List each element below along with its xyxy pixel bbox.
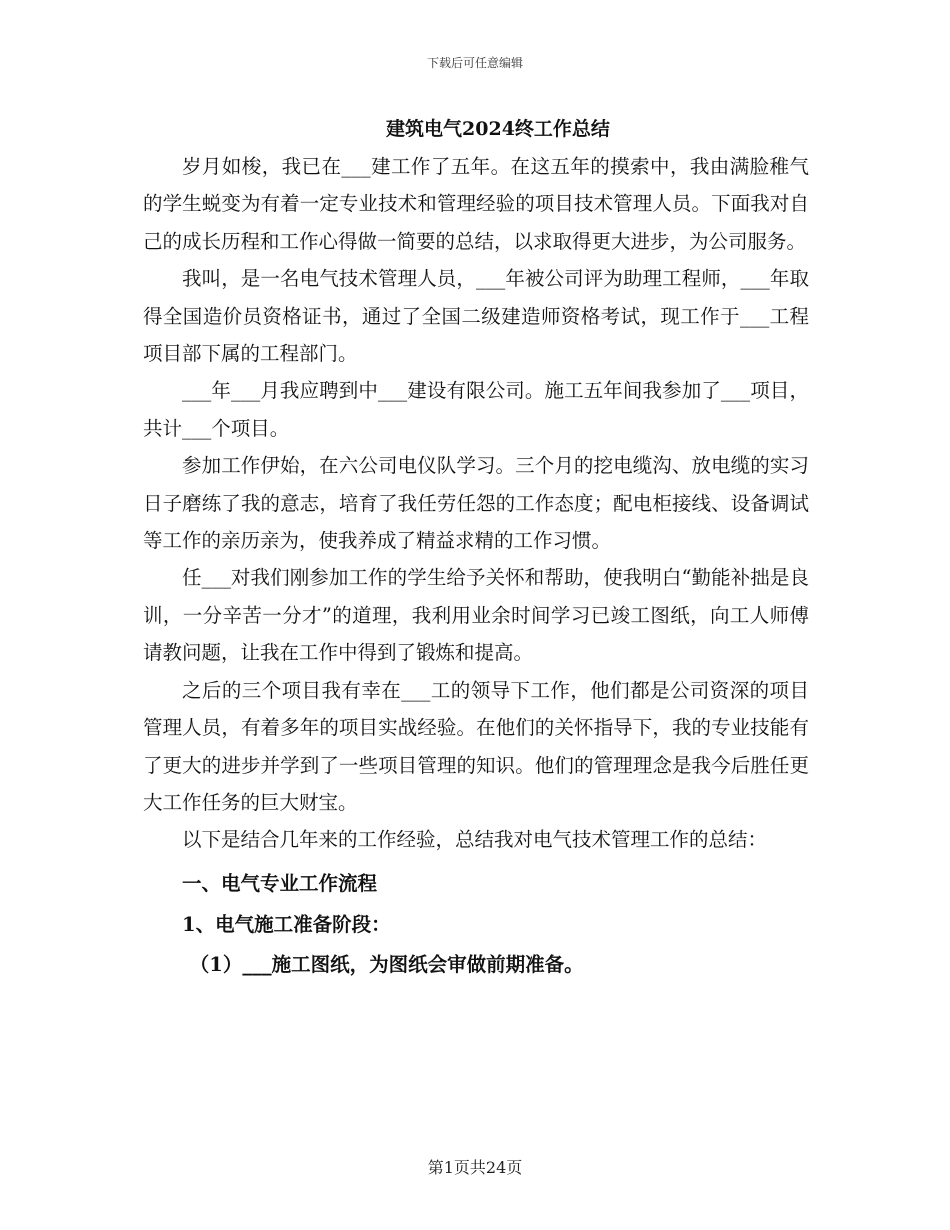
paragraph-employment: ___年___月我应聘到中___建设有限公司。施工五年间我参加了___项目，共计___个项目。 <box>143 379 809 440</box>
document-body <box>143 148 809 983</box>
paragraph-mentorship: 任___对我们刚参加工作的学生给予关怀和帮助，使我明白“勤能补拙是良训，一分辛苦一分才”的道理，我利用业余时间学习已竣工图纸，向工人师傅请教问题，让我在工作中得到了锻炼和提高。 <box>143 566 809 665</box>
page-number: 第1页共24页 <box>427 1158 523 1177</box>
paragraph-intro: 岁月如梭，我已在___建工作了五年。在这五年的摸索中，我由满脸稚气的学生蜕变为有着一定专业技术和管理经验的项目技术管理人员。下面我对自己的成长历程和工作心得做一简要的总结，以求取得更大进步，为公司服务。 <box>143 155 809 253</box>
paragraph-self-introduction: 我叫，是一名电气技术管理人员，___年被公司评为助理工程师，___年取得全国造价员资格证书，通过了全国二级建造师资格考试，现工作于___工程项目部下属的工程部门。 <box>143 267 809 366</box>
section-heading: 一、电气专业工作流程 <box>182 871 378 895</box>
header-note: 下载后可任意编辑 <box>426 56 523 70</box>
subsection-heading: 1、电气施工准备阶段： <box>182 913 391 937</box>
paragraph-early-work: 参加工作伊始，在六公司电仪队学习。三个月的挖电缆沟、放电缆的实习日子磨练了我的意志，培育了我任劳任怨的工作态度；配电柜接线、设备调试等工作的亲历亲为，使我养成了精益求精的工作习惯。 <box>143 454 809 553</box>
paragraph-summary-intro: 以下是结合几年来的工作经验，总结我对电气技术管理工作的总结： <box>182 828 768 852</box>
paragraph-later-projects: 之后的三个项目我有幸在___工的领导下工作，他们都是公司资深的项目管理人员，有着多年的项目实战经验。在他们的关怀指导下，我的专业技能有了更大的进步并学到了一些项目管理的知识。他们的管理理念是我今后胜任更大工作任务的巨大财宝。 <box>143 678 809 814</box>
item-heading: （1）___施工图纸，为图纸会审做前期准备。 <box>189 952 584 976</box>
document-title: 建筑电气2024终工作总结 <box>386 118 610 140</box>
